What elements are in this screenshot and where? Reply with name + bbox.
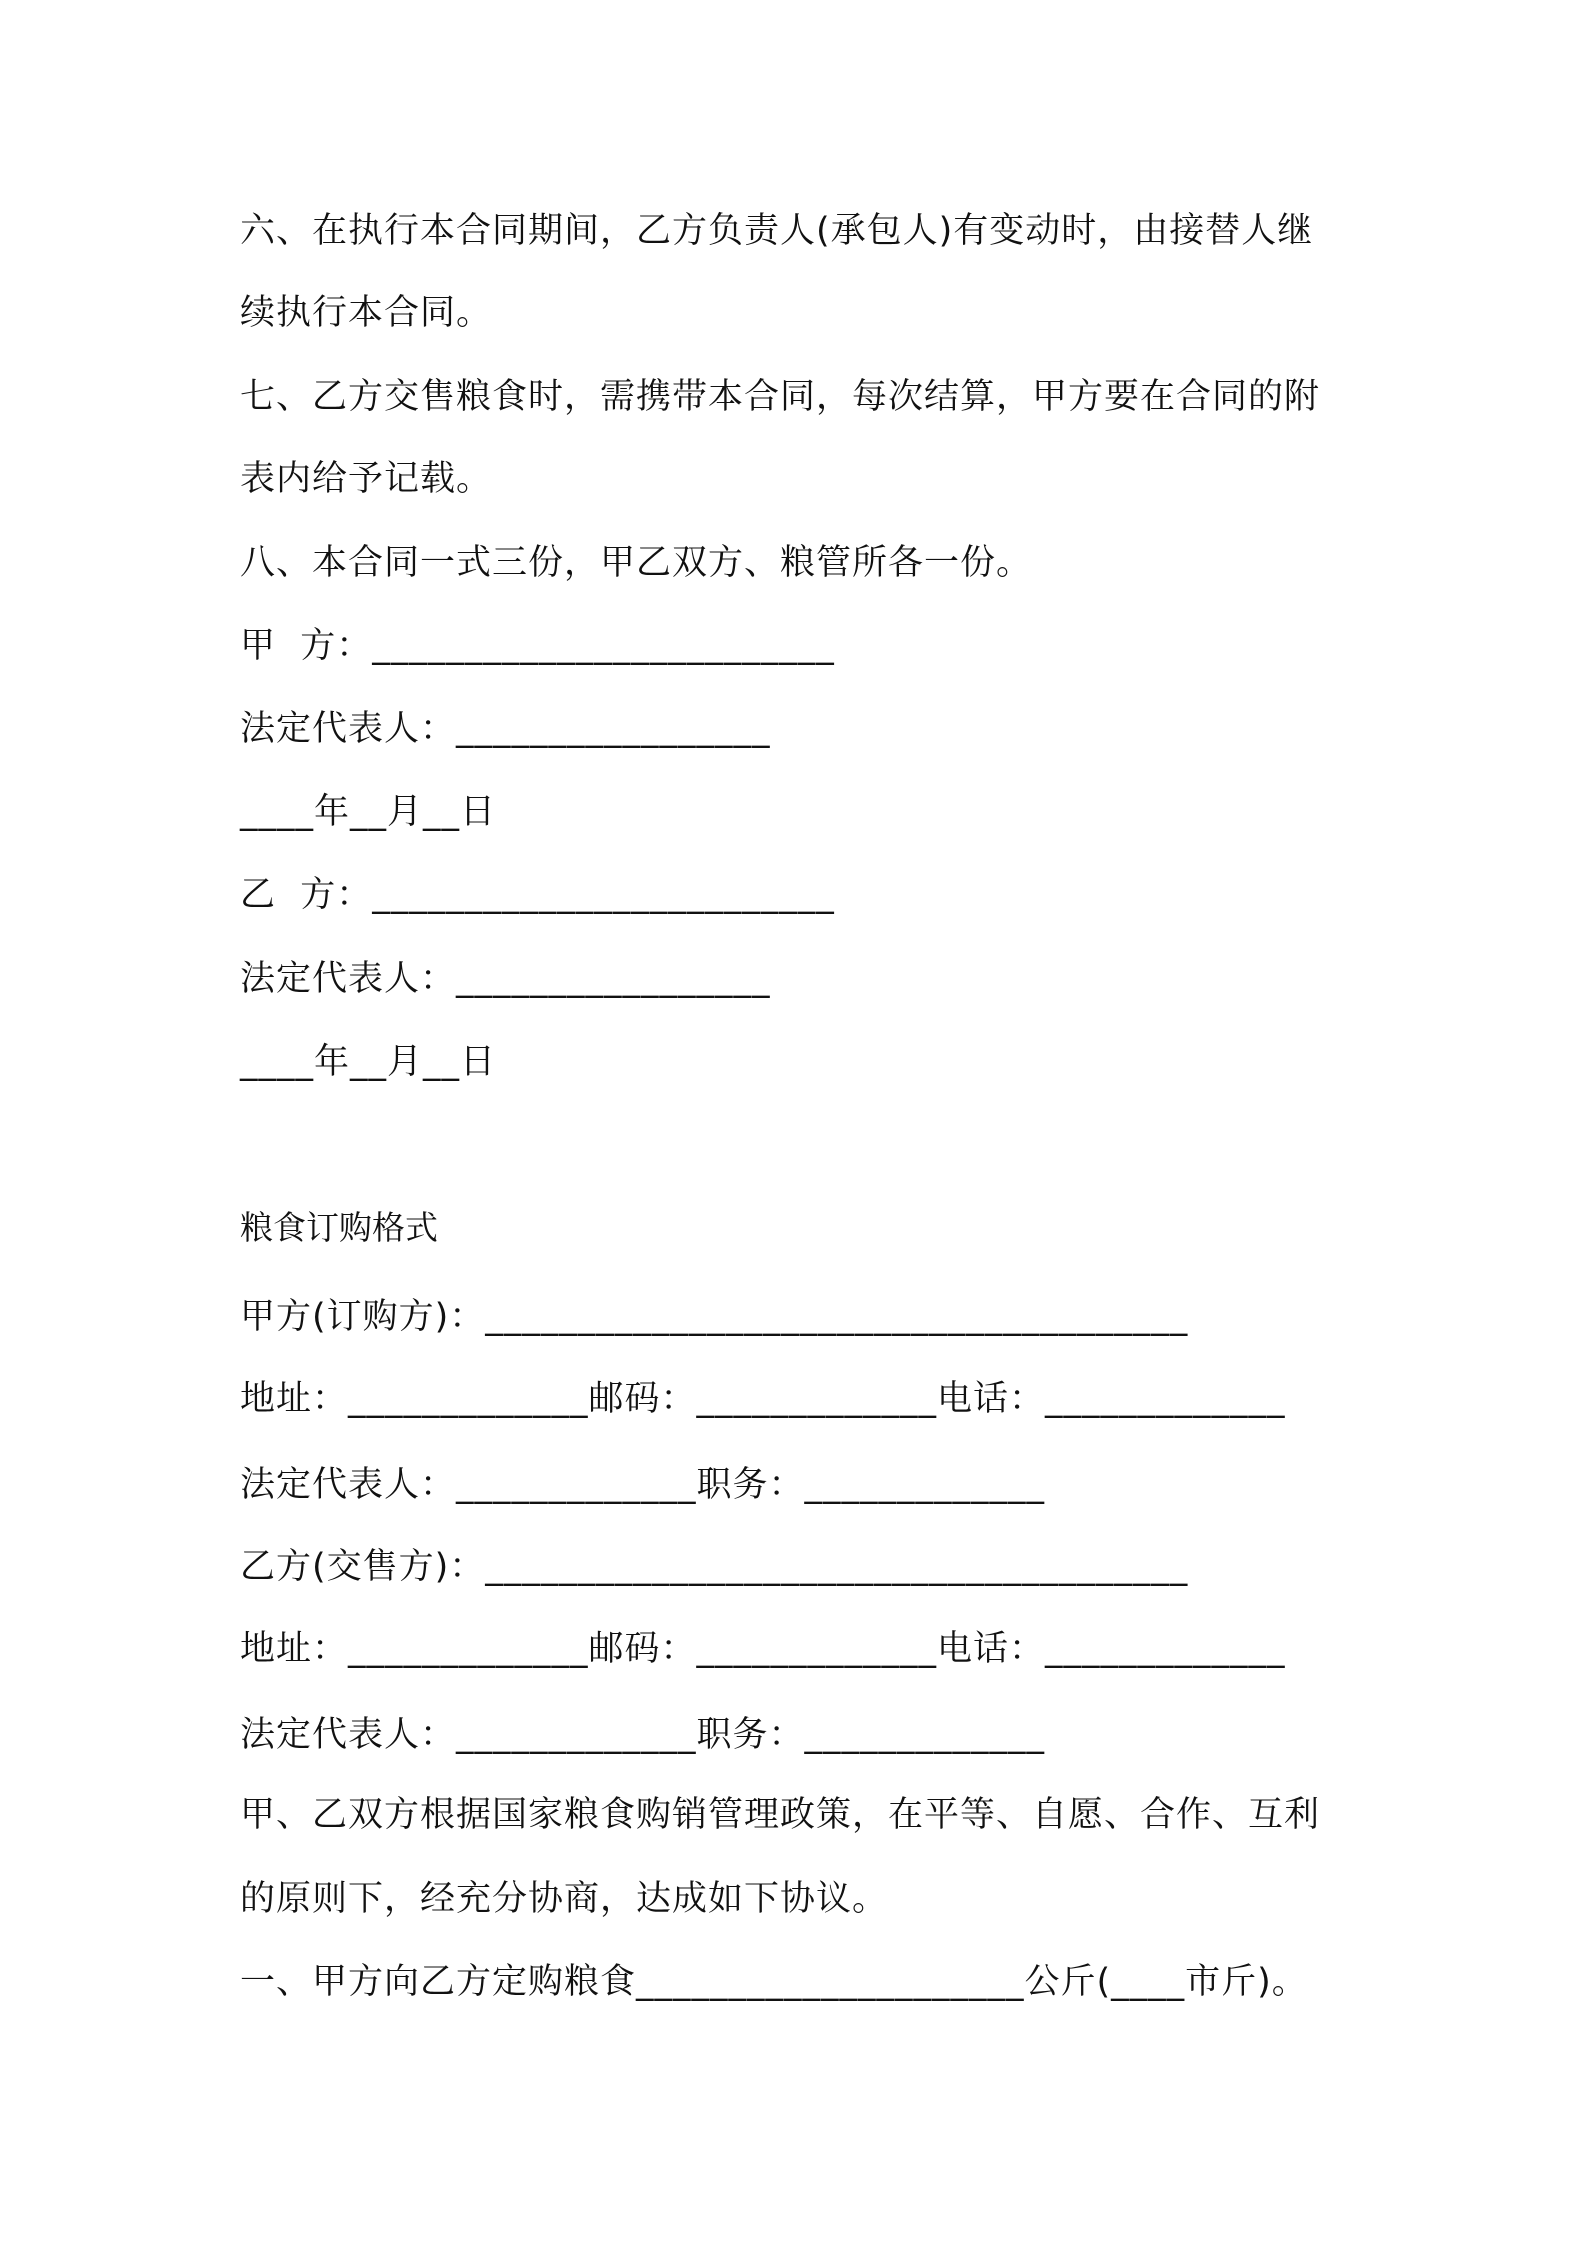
buyer-line: 甲方(订购方)：______________________________________ <box>240 1297 1189 1337</box>
preamble-line-2: 的原则下，经充分协商，达成如下协议。 <box>240 1879 889 1919</box>
party-a-date-line: ____年__月__日 <box>240 792 497 832</box>
order-clause-1: 一、甲方向乙方定购粮食_____________________公斤(____市斤)。 <box>240 1962 1308 2002</box>
party-b-signature-line: 乙 方：_________________________ <box>240 875 835 915</box>
party-b-date-line: ____年__月__日 <box>240 1042 497 1082</box>
buyer-representative-line: 法定代表人：_____________职务：_____________ <box>240 1465 1046 1505</box>
clause-7-line-2: 表内给予记载。 <box>240 459 493 499</box>
buyer-contact-line: 地址：_____________邮码：_____________电话：_____________ <box>240 1379 1286 1419</box>
party-a-signature-line: 甲 方：_________________________ <box>240 626 835 666</box>
grain-order-title: 粮食订购格式 <box>240 1208 438 1247</box>
party-a-representative-line: 法定代表人：_________________ <box>240 709 771 749</box>
clause-8: 八、本合同一式三份，甲乙双方、粮管所各一份。 <box>240 543 1033 583</box>
seller-representative-line: 法定代表人：_____________职务：_____________ <box>240 1715 1046 1755</box>
seller-contact-line: 地址：_____________邮码：_____________电话：_____________ <box>240 1629 1286 1669</box>
seller-line: 乙方(交售方)：______________________________________ <box>240 1547 1189 1587</box>
clause-6-line-1: 六、在执行本合同期间，乙方负责人(承包人)有变动时，由接替人继 <box>240 211 1314 251</box>
clause-6-line-2: 续执行本合同。 <box>240 293 493 333</box>
clause-7-line-1: 七、乙方交售粮食时，需携带本合同，每次结算，甲方要在合同的附 <box>240 377 1321 417</box>
party-b-representative-line: 法定代表人：_________________ <box>240 959 771 999</box>
preamble-line-1: 甲、乙双方根据国家粮食购销管理政策，在平等、自愿、合作、互利 <box>240 1795 1321 1835</box>
